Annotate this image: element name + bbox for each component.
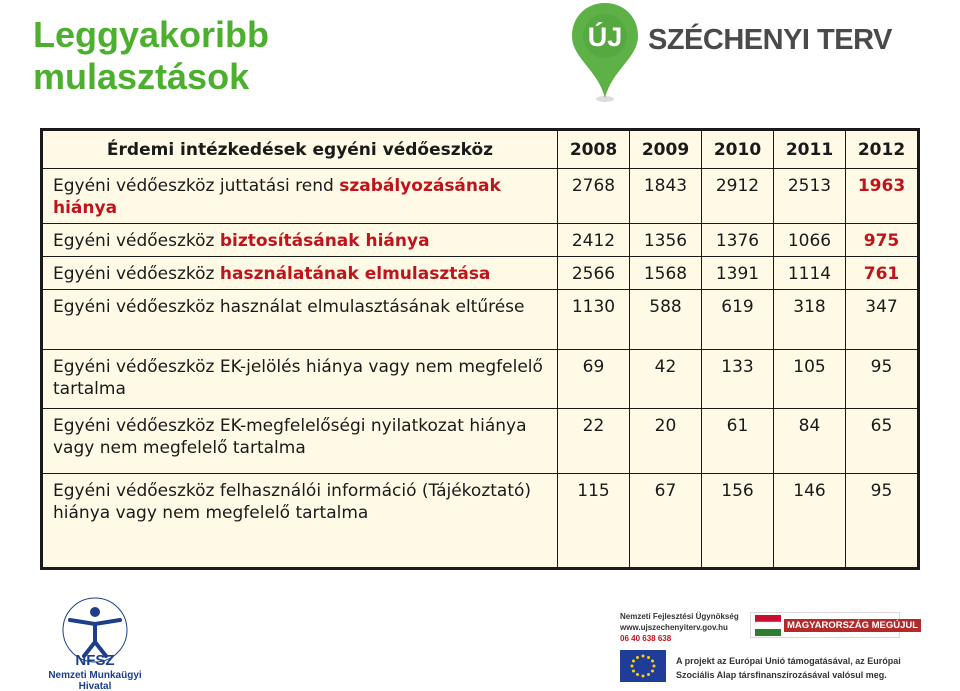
szechenyi-terv-logo — [568, 0, 908, 105]
brand-badge: ÚJ — [587, 22, 623, 52]
table-row — [43, 257, 918, 290]
title-line-2: mulasztások — [33, 56, 250, 97]
table-row — [43, 474, 918, 568]
table-cell-highlight: 761 — [846, 257, 918, 290]
table-cell: 65 — [846, 409, 918, 474]
brand-name: SZÉCHENYI TERV — [648, 24, 892, 56]
table-cell: 95 — [846, 474, 918, 568]
table-cell: 42 — [630, 350, 702, 409]
column-header-year: 2009 — [630, 131, 702, 169]
table-cell: 1114 — [774, 257, 846, 290]
table-cell: 2513 — [774, 169, 846, 224]
table-cell: 84 — [774, 409, 846, 474]
table-cell: 1066 — [774, 224, 846, 257]
row-label-highlight: biztosításának hiánya — [219, 231, 430, 251]
column-header-year: 2008 — [558, 131, 630, 169]
nfsz-name: Nemzeti Munkaügyi Hivatal — [48, 670, 142, 691]
table-cell: 20 — [630, 409, 702, 474]
table-header-row — [43, 131, 918, 169]
statistics-table — [40, 128, 920, 570]
table-cell: 61 — [702, 409, 774, 474]
eu-flag-icon — [620, 650, 666, 682]
column-header-year: 2012 — [846, 131, 918, 169]
table-cell: 2912 — [702, 169, 774, 224]
eu-funding-text-2: Szociális Alap társfinanszírozásával valósul meg. — [676, 670, 887, 680]
table-cell: 588 — [630, 290, 702, 350]
table-cell: 2768 — [558, 169, 630, 224]
row-label: Egyéni védőeszköz használat elmulasztásának eltűrése — [43, 290, 558, 350]
table-cell: 2412 — [558, 224, 630, 257]
table-cell: 146 — [774, 474, 846, 568]
table-cell: 318 — [774, 290, 846, 350]
row-label — [43, 257, 558, 290]
magyarorszag-megujul-banner — [750, 612, 919, 638]
row-label-highlight: szabályozásának hiánya — [53, 176, 501, 218]
row-label — [43, 224, 558, 257]
table-cell: 105 — [774, 350, 846, 409]
page-title — [33, 14, 433, 98]
title-line-1: Leggyakoribb — [33, 14, 270, 55]
nfu-name: Nemzeti Fejlesztési Ügynökség — [620, 612, 739, 621]
table-cell: 69 — [558, 350, 630, 409]
nfsz-abbreviation: NFSZ — [75, 652, 115, 669]
row-label: Egyéni védőeszköz felhasználói információ (Tájékoztató) hiánya vagy nem megfelelő tartalma — [43, 474, 558, 568]
eu-funding-text-1: A projekt az Európai Unió támogatásával, az Európai — [676, 656, 901, 666]
table-cell: 67 — [630, 474, 702, 568]
nfu-website: www.ujszechenyiterv.gov.hu — [620, 623, 728, 632]
table-cell: 2566 — [558, 257, 630, 290]
table-row — [43, 224, 918, 257]
table-row — [43, 169, 918, 224]
banner-text: MAGYARORSZÁG MEGÚJUL — [784, 619, 921, 632]
table-cell: 1376 — [702, 224, 774, 257]
table-cell: 347 — [846, 290, 918, 350]
table-row — [43, 409, 918, 474]
table-cell: 133 — [702, 350, 774, 409]
row-label-text: Egyéni védőeszköz juttatási rend — [53, 176, 340, 196]
row-label-highlight: használatának elmulasztása — [219, 264, 491, 284]
table-cell: 1130 — [558, 290, 630, 350]
row-label: Egyéni védőeszköz EK-jelölés hiánya vagy nem megfelelő tartalma — [43, 350, 558, 409]
row-label-text: Egyéni védőeszköz — [53, 264, 220, 284]
hungarian-flag-icon — [753, 613, 783, 637]
table-cell: 1843 — [630, 169, 702, 224]
row-label — [43, 169, 558, 224]
table-cell: 115 — [558, 474, 630, 568]
eu-funding-footer — [600, 600, 920, 690]
table-row — [43, 290, 918, 350]
table-cell: 1568 — [630, 257, 702, 290]
table-cell: 156 — [702, 474, 774, 568]
table-row — [43, 350, 918, 409]
nfsz-logo — [40, 590, 150, 690]
column-header-year: 2010 — [702, 131, 774, 169]
row-label-text: Egyéni védőeszköz — [53, 231, 220, 251]
table-cell: 1356 — [630, 224, 702, 257]
column-header-label: Érdemi intézkedések egyéni védőeszköz — [43, 131, 558, 169]
table-cell: 22 — [558, 409, 630, 474]
table-cell-highlight: 975 — [846, 224, 918, 257]
table-cell-highlight: 1963 — [846, 169, 918, 224]
row-label: Egyéni védőeszköz EK-megfelelőségi nyilatkozat hiánya vagy nem megfelelő tartalma — [43, 409, 558, 474]
nfu-phone: 06 40 638 638 — [620, 634, 672, 643]
table-cell: 1391 — [702, 257, 774, 290]
column-header-year: 2011 — [774, 131, 846, 169]
table-cell: 619 — [702, 290, 774, 350]
table-cell: 95 — [846, 350, 918, 409]
